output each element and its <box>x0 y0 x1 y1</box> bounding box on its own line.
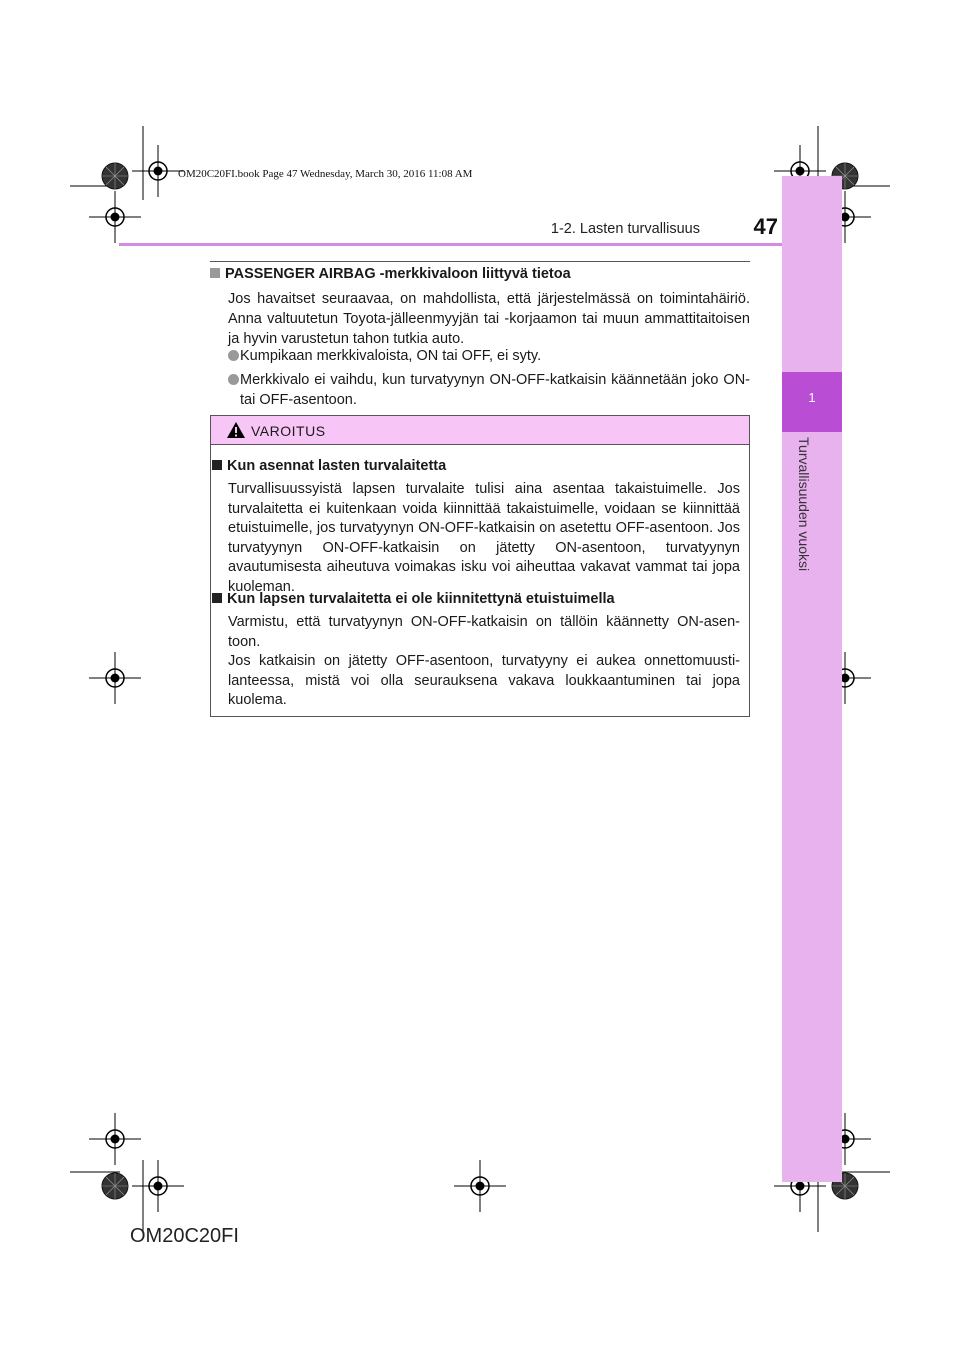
section-title: 1-2. Lasten turvallisuus <box>550 221 700 237</box>
list-item: Merkkivalo ei vaihdu, kun turvatyynyn ON-OFF-katkaisin käännetään joko ON- tai OFF-asentoon. <box>228 370 750 410</box>
chapter-side-tab <box>782 176 842 1182</box>
chapter-title: Turvallisuuden vuoksi <box>796 437 812 572</box>
list-item: Kumpikaan merkkivaloista, ON tai OFF, ei syty. <box>228 346 750 366</box>
info-paragraph: Jos havaitset seuraavaa, on mahdollista, että järjestelmässä on toimintahäiriö. Anna valtuutetun Toyota-jälleenmyyjän tai -korjaamon tai muun ammattitaitoisen ja hyvin varustetun tahon tutkia auto. <box>228 291 750 347</box>
print-book-info: OM20C20FI.book Page 47 Wednesday, March 30, 2016 11:08 AM <box>178 168 473 180</box>
warning-paragraph: Turvallisuussyistä lapsen turvalaite tulisi aina asentaa takaistuimelle. Jos turvalaitetta ei kuitenkaan voida kiinnittää takaistuimelle, voidaan se kiinnittää etuistuimelle, jos turvatyynyn ON-OFF-katkaisin on asetettu OFF-asentoon. Jos turvatyynyn ON-OFF-katkaisin on jätetty ON-asentoon, turvatyynyn avautumisesta aiheutuva voimakas isku voi aiheuttaa vakavat vammat tai jopa kuoleman. <box>228 481 740 595</box>
warning-subheading: Kun asennat lasten turvalaitetta <box>212 458 742 474</box>
warning-subheading: Kun lapsen turvalaitetta ei ole kiinnitettynä etuistuimella <box>212 591 742 607</box>
circle-bullet-icon <box>228 374 239 385</box>
warning-title: VAROITUS <box>251 423 326 439</box>
warning-paragraph: Jos katkaisin on jätetty OFF-asentoon, turvatyyny ei aukea onnettomuusti-lanteessa, mistä voi olla seurauksena vakava loukkaantuminen tai jopa kuolema. <box>228 653 740 708</box>
info-heading: PASSENGER AIRBAG -merkkivaloon liittyvä tietoa <box>210 266 750 282</box>
page-number: 47 <box>753 214 778 239</box>
square-bullet-icon <box>210 268 220 278</box>
content-divider <box>210 261 750 262</box>
warning-triangle-icon <box>226 421 246 439</box>
chapter-number: 1 <box>808 390 816 405</box>
square-bullet-icon <box>212 593 222 603</box>
header-divider <box>119 243 782 246</box>
circle-bullet-icon <box>228 350 239 361</box>
manual-code: OM20C20FI <box>130 1225 239 1247</box>
square-bullet-icon <box>212 460 222 470</box>
warning-paragraph: Varmistu, että turvatyynyn ON-OFF-katkaisin on tällöin käännetty ON-asen-toon. <box>228 614 740 650</box>
